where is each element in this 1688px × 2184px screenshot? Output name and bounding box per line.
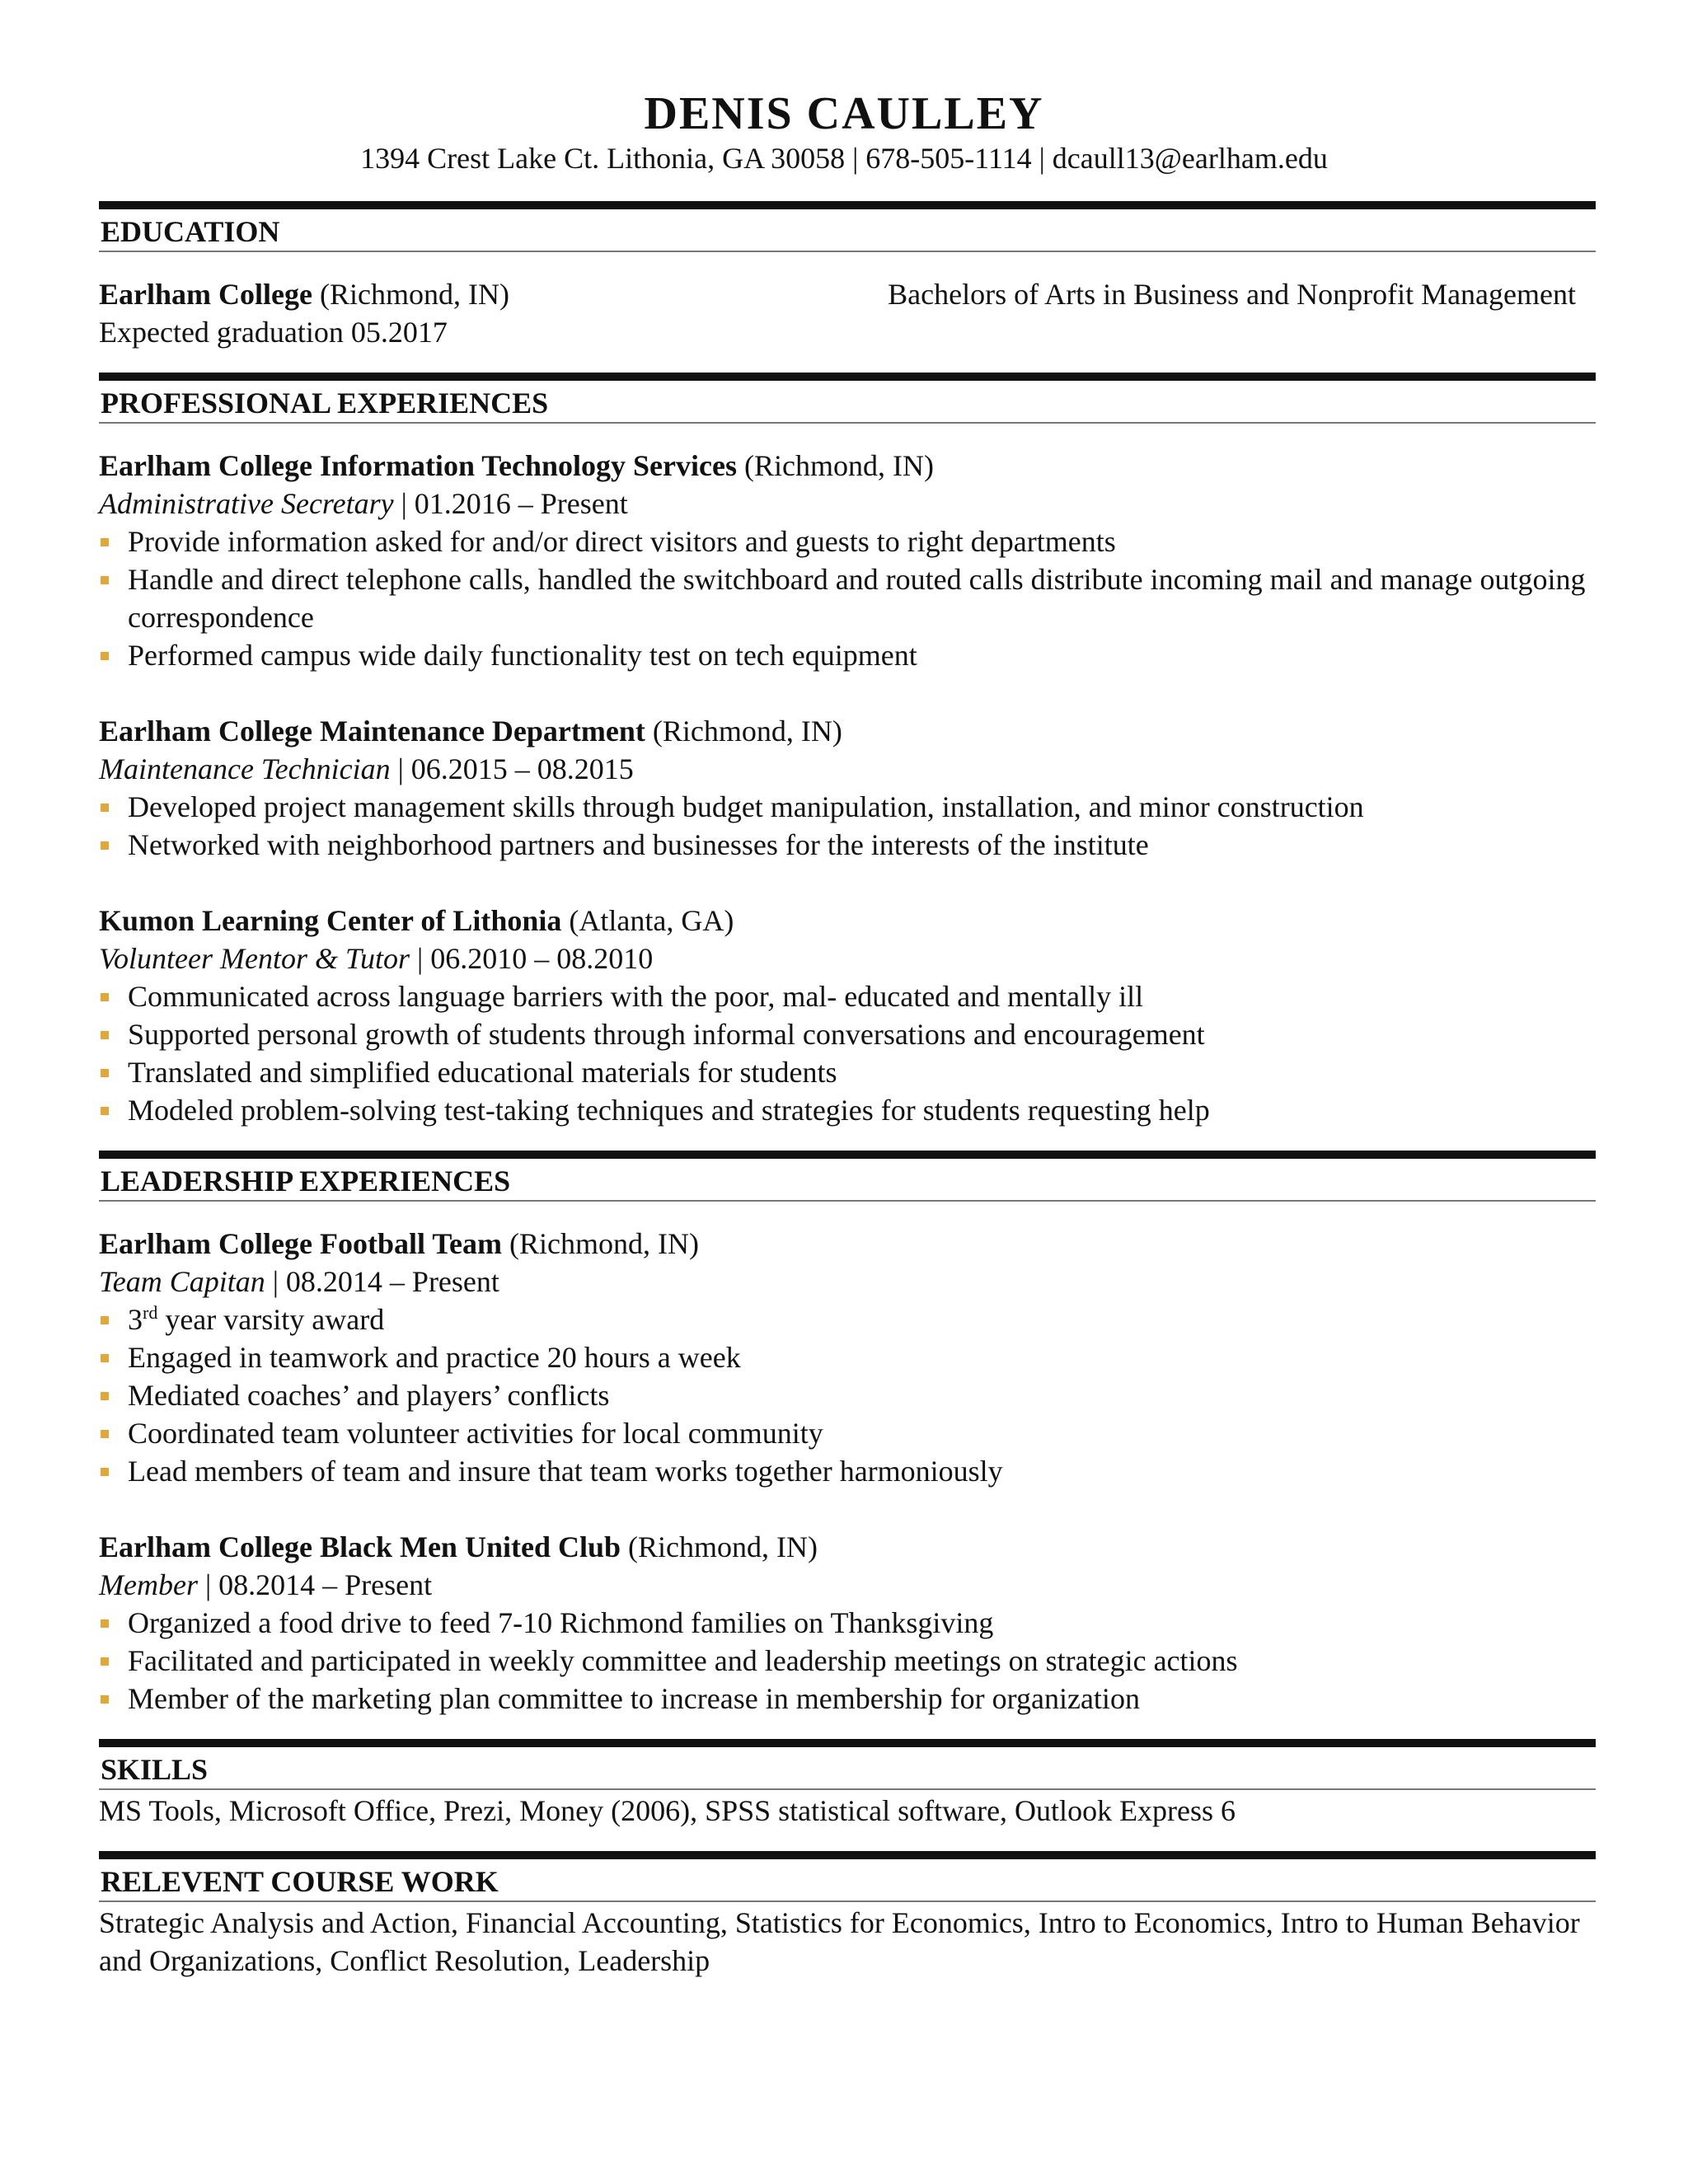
job-dates: | 06.2010 – 08.2010 xyxy=(417,942,654,975)
bullet-item xyxy=(99,1053,1596,1091)
bullet-item xyxy=(99,1604,1596,1642)
bullet-text: Networked with neighborhood partners and businesses for the interests of the institute xyxy=(128,828,1149,861)
leadership-role: Team Capitan xyxy=(99,1265,265,1298)
bullet-text: Performed campus wide daily functionality test on tech equipment xyxy=(128,639,917,672)
bullet-item xyxy=(99,523,1596,560)
square-bullet-icon xyxy=(101,1392,109,1400)
section-header xyxy=(99,1151,1596,1202)
leadership-role-line xyxy=(99,1566,1596,1604)
leadership-entry xyxy=(99,1225,1596,1490)
bullet-item xyxy=(99,1642,1596,1680)
leadership-dates: | 08.2014 – Present xyxy=(272,1265,499,1298)
bullet-text: Modeled problem-solving test-taking techniques and strategies for students requesting help xyxy=(128,1094,1210,1127)
bullet-item xyxy=(99,1680,1596,1718)
bullet-text: Supported personal growth of students through informal conversations and encouragement xyxy=(128,1018,1205,1051)
job-role: Administrative Secretary xyxy=(99,487,394,520)
job-role: Maintenance Technician xyxy=(99,752,391,785)
professional-section xyxy=(99,373,1596,1129)
organization-location: (Richmond, IN) xyxy=(652,715,842,748)
square-bullet-icon xyxy=(101,1430,109,1438)
square-bullet-icon xyxy=(101,1316,109,1324)
square-bullet-icon xyxy=(101,1069,109,1077)
section-title: RELEVENT COURSE WORK xyxy=(101,1865,499,1898)
section-header xyxy=(99,1851,1596,1902)
school-line xyxy=(99,275,509,313)
bullet-item xyxy=(99,1376,1596,1414)
job-entry xyxy=(99,712,1596,864)
organization-location: (Richmond, IN) xyxy=(743,449,934,482)
organization-name: Earlham College Maintenance Department xyxy=(99,715,645,748)
section-header xyxy=(99,373,1596,424)
job-role-line xyxy=(99,750,1596,788)
square-bullet-icon xyxy=(101,1619,109,1628)
square-bullet-icon xyxy=(101,804,109,812)
bullet-item xyxy=(99,788,1596,826)
coursework-text-block xyxy=(99,1904,1596,1980)
section-title: LEADERSHIP EXPERIENCES xyxy=(101,1165,511,1197)
skills-section xyxy=(99,1739,1596,1830)
bullet-text: Facilitated and participated in weekly committee and leadership meetings on strategic actions xyxy=(128,1644,1238,1677)
section-header xyxy=(99,201,1596,252)
job-entry xyxy=(99,447,1596,674)
bullet-list xyxy=(99,1604,1596,1718)
bullet-item xyxy=(99,1091,1596,1129)
bullet-item xyxy=(99,1452,1596,1490)
square-bullet-icon xyxy=(101,652,109,660)
coursework-text: Strategic Analysis and Action, Financial Accounting, Statistics for Economics, Intro to Economics, Intro to Human Behavior and Organizations, Conflict Resolution, Leadership xyxy=(99,1906,1580,1977)
bullet-text: Member of the marketing plan committee to increase in membership for organization xyxy=(128,1682,1140,1715)
job-dates: | 01.2016 – Present xyxy=(401,487,628,520)
award-ordinal-suffix: rd xyxy=(143,1302,158,1323)
bullet-item xyxy=(99,1301,1596,1338)
school-name: Earlham College xyxy=(99,278,312,311)
job-dates: | 06.2015 – 08.2015 xyxy=(397,752,634,785)
education-row xyxy=(99,275,1596,313)
bullet-text: Engaged in teamwork and practice 20 hours a week xyxy=(128,1341,741,1374)
skills-text-block xyxy=(99,1792,1596,1830)
resume-body xyxy=(99,201,1596,2001)
section-title: SKILLS xyxy=(101,1753,209,1786)
leadership-entry xyxy=(99,1528,1596,1718)
bullet-text: Handle and direct telephone calls, handled the switchboard and routed calls distribute incoming mail and manage outgoing correspondence xyxy=(128,563,1586,634)
bullet-list xyxy=(99,788,1596,864)
leadership-dates: | 08.2014 – Present xyxy=(204,1568,433,1601)
square-bullet-icon xyxy=(101,576,109,584)
leadership-heading xyxy=(99,1528,1596,1566)
job-role-line xyxy=(99,485,1596,523)
square-bullet-icon xyxy=(101,1657,109,1666)
leadership-role: Member xyxy=(99,1568,198,1601)
section-title: EDUCATION xyxy=(101,215,280,248)
organization-name: Earlham College Football Team xyxy=(99,1227,502,1260)
bullet-list xyxy=(99,977,1596,1129)
bullet-item xyxy=(99,977,1596,1015)
applicant-name: DENIS CAULLEY xyxy=(644,88,1044,139)
bullet-item xyxy=(99,560,1596,636)
organization-location: (Atlanta, GA) xyxy=(569,904,734,937)
square-bullet-icon xyxy=(101,1354,109,1362)
bullet-list xyxy=(99,523,1596,674)
square-bullet-icon xyxy=(101,1695,109,1704)
leadership-heading xyxy=(99,1225,1596,1263)
square-bullet-icon xyxy=(101,1468,109,1476)
leadership-section xyxy=(99,1151,1596,1718)
bullet-text: Translated and simplified educational materials for students xyxy=(128,1056,837,1089)
bullet-text: Organized a food drive to feed 7-10 Richmond families on Thanksgiving xyxy=(128,1606,994,1639)
square-bullet-icon xyxy=(101,993,109,1001)
bullet-text: Mediated coaches’ and players’ conflicts xyxy=(128,1379,610,1412)
section-header xyxy=(99,1739,1596,1790)
bullet-item xyxy=(99,826,1596,864)
job-role: Volunteer Mentor & Tutor xyxy=(99,942,410,975)
award-text: year varsity award xyxy=(157,1303,385,1336)
organization-location: (Richmond, IN) xyxy=(509,1227,699,1260)
graduation-date: Expected graduation 05.2017 xyxy=(99,316,448,349)
bullet-item xyxy=(99,636,1596,674)
job-heading xyxy=(99,902,1596,940)
bullet-item xyxy=(99,1015,1596,1053)
job-role-line xyxy=(99,940,1596,977)
leadership-role-line xyxy=(99,1263,1596,1301)
organization-name: Kumon Learning Center of Lithonia xyxy=(99,904,562,937)
organization-location: (Richmond, IN) xyxy=(628,1530,818,1563)
square-bullet-icon xyxy=(101,538,109,546)
job-heading xyxy=(99,712,1596,750)
job-heading xyxy=(99,447,1596,485)
square-bullet-icon xyxy=(101,841,109,850)
bullet-text: Developed project management skills through budget manipulation, installation, and minor construction xyxy=(128,790,1364,823)
bullet-text: Communicated across language barriers with the poor, mal- educated and mentally ill xyxy=(128,980,1144,1013)
education-entry xyxy=(99,275,1596,351)
bullet-list xyxy=(99,1301,1596,1490)
education-section xyxy=(99,201,1596,351)
bullet-item xyxy=(99,1338,1596,1376)
square-bullet-icon xyxy=(101,1031,109,1039)
skills-text: MS Tools, Microsoft Office, Prezi, Money (2006), SPSS statistical software, Outlook Express 6 xyxy=(99,1794,1236,1827)
organization-name: Earlham College Information Technology Services xyxy=(99,449,737,482)
bullet-text: Provide information asked for and/or direct visitors and guests to right departments xyxy=(128,525,1116,558)
job-entry xyxy=(99,902,1596,1129)
bullet-item xyxy=(99,1414,1596,1452)
award-number: 3 xyxy=(128,1303,143,1336)
coursework-section xyxy=(99,1851,1596,1980)
contact-line: 1394 Crest Lake Ct. Lithonia, GA 30058 | 678-505-1114 | dcaull13@earlham.edu xyxy=(360,142,1328,175)
degree: Bachelors of Arts in Business and Nonprofit Management xyxy=(888,278,1576,311)
section-title: PROFESSIONAL EXPERIENCES xyxy=(101,387,549,419)
bullet-text: Coordinated team volunteer activities for local community xyxy=(128,1417,823,1450)
school-location: (Richmond, IN) xyxy=(319,278,509,311)
square-bullet-icon xyxy=(101,1107,109,1115)
organization-name: Earlham College Black Men United Club xyxy=(99,1530,621,1563)
resume-header xyxy=(0,89,1688,176)
bullet-text: Lead members of team and insure that team works together harmoniously xyxy=(128,1455,1003,1488)
